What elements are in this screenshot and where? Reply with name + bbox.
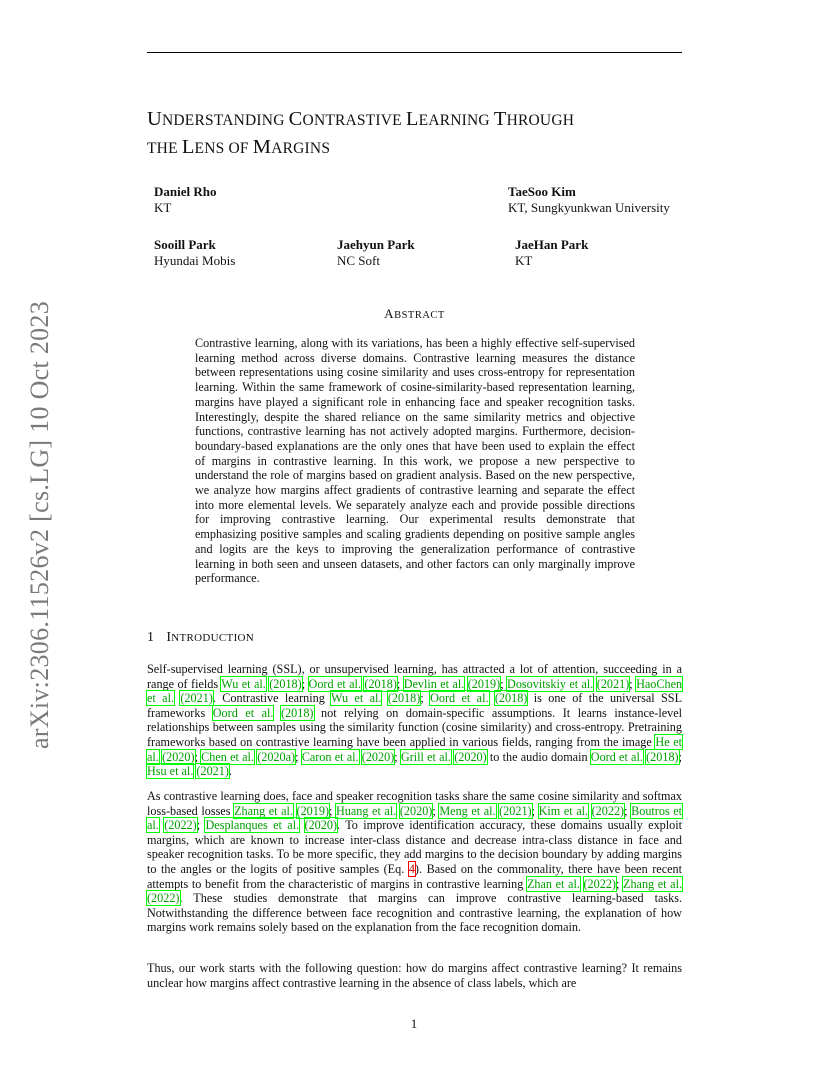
author-affiliation: KT bbox=[154, 200, 172, 215]
paragraph-text: ; bbox=[629, 676, 637, 691]
paragraph-text: ; bbox=[396, 676, 404, 691]
citation-link[interactable]: (2021) bbox=[596, 676, 630, 691]
paragraph-text: ; bbox=[420, 691, 431, 706]
citation-link[interactable]: (2018) bbox=[387, 691, 421, 706]
arxiv-identifier: arXiv:2306.11526v2 [cs.LG] 10 Oct 2023 bbox=[25, 300, 54, 750]
paragraph-text: ; bbox=[194, 749, 202, 764]
intro-paragraph-2 bbox=[147, 789, 682, 935]
paragraph-text: Self-supervised learning (SSL), or unsupervised learning, has attracted a lot of attention, succeeding in a range of fields bbox=[147, 662, 682, 691]
author-affiliation: NC Soft bbox=[337, 253, 380, 268]
intro-paragraph-3 bbox=[147, 961, 682, 990]
author-name: JaeHan Park bbox=[515, 237, 589, 252]
citation-link[interactable]: Oord et al. bbox=[590, 749, 643, 764]
paragraph-text: ; bbox=[301, 676, 309, 691]
citation-link[interactable]: He et al. bbox=[147, 734, 682, 764]
title-line-2: THE LENS OF MARGINS bbox=[147, 136, 331, 158]
citation-link[interactable]: Dosovitskiy et al. bbox=[507, 676, 594, 691]
paragraph-text: ; bbox=[624, 803, 632, 818]
paragraph-text: . These studies demonstrate that margins can improve contrastive learning-based tasks. Notwithstanding the difference between face recognition and contrastive learning, the explanation of how margins work remains solely based on the explanation from the face recognition domain. bbox=[147, 891, 682, 935]
citation-link[interactable]: HaoChen et al. bbox=[147, 676, 683, 706]
citation-link[interactable]: (2020a) bbox=[257, 749, 296, 764]
citation-link[interactable]: (2018) bbox=[494, 691, 528, 706]
author-block bbox=[337, 237, 415, 269]
paragraph-text: ; bbox=[329, 803, 336, 818]
paragraph-text: . bbox=[228, 764, 232, 779]
citation-link[interactable]: (2021) bbox=[499, 803, 532, 818]
citation-link[interactable]: Oord et al. bbox=[212, 705, 274, 720]
citation-link[interactable]: Huang et al. bbox=[336, 803, 397, 818]
paragraph-text: not relying on domain-specific assumptions. It learns instance-level relationships between samples using the similarity function (cosine similarity) and cross-entropy. Pretraining frameworks based on contrastive learning have been applied in various fields, ranging from the image bbox=[147, 705, 683, 749]
citation-link[interactable]: Grill et al. bbox=[400, 749, 451, 764]
paragraph-text bbox=[273, 706, 281, 720]
citation-link[interactable]: Hsu et al. bbox=[147, 764, 194, 779]
citation-link[interactable]: (2020) bbox=[454, 749, 487, 764]
abstract-text: Contrastive learning, along with its variations, has been a highly effective self-supervised learning method across diverse domains. Contrastive learning measures the distance between representations using cosine similarity and uses cross-entropy for representation learning. Within the same framework of cosine-similarity-based representation learning, margins have played a significant role in enhancing face and speaker recognition tasks. Interestingly, despite the shared reliance on the same similarity metrics and objective functions, contrastive learning has not actively adopted margins. Furthermore, decision-boundary-based explanations are the only ones that have been used to explain the effect of margins in contrastive learning. In this work, we propose a new perspective to understand the role of margins based on gradient analysis. Based on the new perspective, we analyze how margins affect gradients of contrastive learning and separate the effect into more elemental levels. We separately analyze each and provide possible directions for improving contrastive learning. Our experimental results demonstrate that emphasizing positive samples and scaling gradients depending on positive sample angles and logits are the keys to improving the generalization performance of contrastive learning in both seen and unseen datasets, and other factors can only marginally improve performance. bbox=[195, 336, 635, 586]
citation-link[interactable]: Oord et al. bbox=[430, 691, 489, 706]
citation-link[interactable]: Zhang et al. bbox=[234, 803, 293, 818]
intro-paragraph-1 bbox=[147, 662, 682, 779]
citation-link[interactable]: (2019) bbox=[296, 803, 330, 818]
paragraph-text: ; bbox=[616, 876, 623, 891]
citation-link[interactable]: (2021) bbox=[196, 764, 229, 779]
paper-title bbox=[147, 106, 707, 162]
author-name: Sooill Park bbox=[154, 237, 216, 252]
citation-link[interactable]: Meng et al. bbox=[439, 803, 496, 818]
paragraph-text: ; bbox=[394, 749, 401, 764]
paragraph-text: is one of the universal SSL frameworks bbox=[147, 691, 683, 720]
paragraph-text: Thus, our work starts with the following question: how do margins affect contrastive learning? It remains unclear how margins affect contrastive learning in the absence of class labels, which are bbox=[147, 961, 682, 990]
citation-link[interactable]: Oord et al. bbox=[308, 676, 361, 691]
citation-link[interactable]: Desplanques et al. bbox=[205, 818, 300, 833]
citation-link[interactable]: (2020) bbox=[361, 749, 395, 764]
citation-link[interactable]: Caron et al. bbox=[301, 749, 359, 764]
citation-link[interactable]: (2020) bbox=[162, 749, 195, 764]
citation-link[interactable]: (2018) bbox=[269, 676, 302, 691]
citation-link[interactable]: Kim et al. bbox=[538, 803, 589, 818]
citation-link[interactable]: (2019) bbox=[467, 676, 501, 691]
citation-link[interactable]: Wu et al. bbox=[330, 691, 382, 706]
author-affiliation: KT bbox=[515, 253, 533, 268]
author-name: TaeSoo Kim bbox=[508, 184, 576, 199]
citation-link[interactable]: Boutros et al. bbox=[147, 803, 683, 833]
paragraph-text bbox=[299, 818, 304, 832]
citation-link[interactable]: (2022) bbox=[147, 891, 180, 906]
author-block bbox=[515, 237, 588, 269]
author-affiliation: Hyundai Mobis bbox=[154, 253, 236, 268]
citation-link[interactable]: Wu et al. bbox=[221, 676, 266, 691]
paragraph-text: ). Based on the commonality, there have been recent attempts to benefit from the characteristic of margins in contrastive learning bbox=[147, 861, 682, 891]
paragraph-text: ; bbox=[678, 749, 683, 764]
abstract-heading: ABSTRACT bbox=[384, 306, 445, 321]
author-block bbox=[508, 184, 670, 216]
citation-link[interactable]: (2021) bbox=[180, 691, 213, 706]
paragraph-text bbox=[293, 804, 297, 818]
author-affiliation: KT, Sungkyunkwan University bbox=[508, 200, 670, 215]
page-number: 1 bbox=[410, 1016, 418, 1031]
paragraph-text: ; bbox=[295, 749, 302, 764]
title-line-1: UNDERSTANDING CONTRASTIVE LEARNING THROUGH bbox=[147, 108, 575, 130]
citation-link[interactable]: (2022) bbox=[583, 876, 616, 891]
citation-link[interactable]: (2022) bbox=[164, 818, 197, 833]
citation-link[interactable]: (2018) bbox=[281, 705, 314, 720]
paragraph-text: . To improve identification accuracy, these domains usually exploit margins, which are known to increase inter-class distance and decrease intra-class distance in face and speaker recognition tasks. To be more specific, they add margins to the decision boundary by adding margins to the angles or the logits of positive samples (Eq. bbox=[147, 818, 683, 876]
paragraph-text: ; bbox=[196, 818, 206, 833]
paragraph-text: ; bbox=[500, 676, 508, 691]
citation-link[interactable]: (2022) bbox=[591, 803, 625, 818]
paragraph-text: As contrastive learning does, face and speaker recognition tasks share the same cosine similarity and softmax loss-based losses bbox=[147, 789, 682, 818]
paragraph-text bbox=[381, 691, 387, 705]
citation-link[interactable]: (2018) bbox=[364, 676, 397, 691]
paragraph-text: ; bbox=[531, 803, 539, 818]
citation-link[interactable]: Devlin et al. bbox=[403, 676, 465, 691]
paragraph-text: to the audio domain bbox=[486, 749, 591, 764]
citation-link[interactable]: Zhan et al. bbox=[526, 876, 580, 891]
section-heading-introduction: 1 INTRODUCTION bbox=[147, 630, 255, 645]
citation-link[interactable]: (2018) bbox=[646, 749, 679, 764]
citation-link[interactable]: (2020) bbox=[399, 803, 433, 818]
citation-link[interactable]: Zhang et al. bbox=[623, 876, 682, 891]
citation-link[interactable]: (2020) bbox=[304, 818, 338, 833]
author-block bbox=[154, 184, 216, 216]
author-block bbox=[154, 237, 235, 269]
paragraph-text bbox=[580, 877, 584, 891]
citation-link[interactable]: Chen et al. bbox=[201, 749, 254, 764]
author-name: Daniel Rho bbox=[154, 184, 217, 199]
paragraph-text: ; bbox=[432, 803, 440, 818]
paragraph-text bbox=[489, 691, 495, 705]
paragraph-text: . Contrastive learning bbox=[212, 691, 331, 706]
author-name: Jaehyun Park bbox=[337, 237, 415, 252]
header-rule bbox=[147, 52, 682, 53]
arxiv-sidebar-stamp bbox=[20, 290, 60, 760]
equation-reference-link[interactable]: 4 bbox=[408, 861, 415, 876]
